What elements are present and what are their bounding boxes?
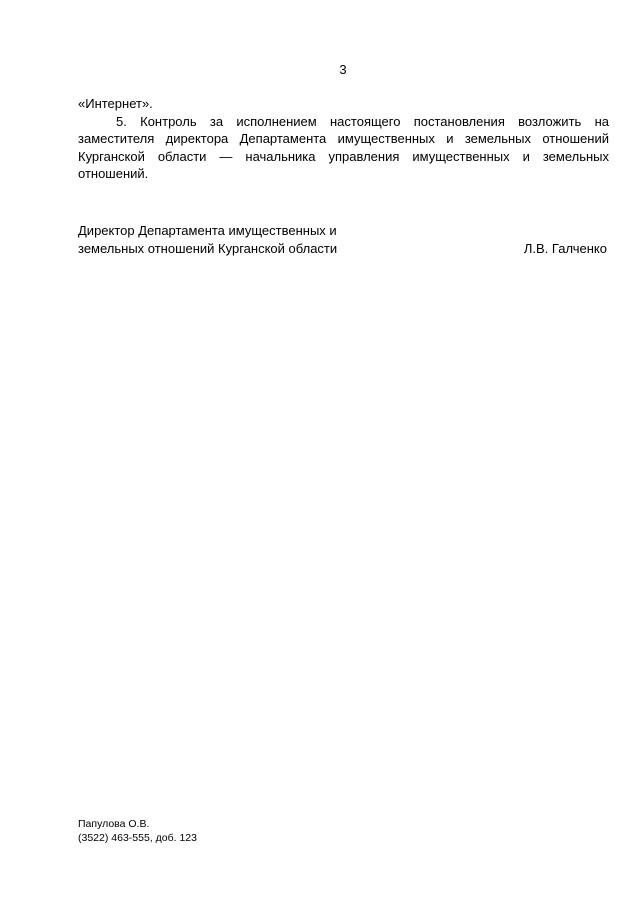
- signature-position-line-2: [78, 240, 609, 258]
- signer-position-line-2: земельных отношений Курганской области: [78, 240, 338, 256]
- continuation-text: «Интернет».: [78, 96, 153, 111]
- signature-position-line-1: [78, 222, 609, 240]
- executor-footer: [78, 818, 197, 845]
- paragraph-5: 5. Контроль за исполнением настоящего постановления возложить на заместителя директора Департамента имущественных и земельных отношений Курганской области — начальника управления имущественных и земельных отношений.: [78, 113, 609, 181]
- document-body: [78, 95, 609, 183]
- page-number: 3: [339, 62, 347, 77]
- signature-block: [78, 222, 609, 257]
- signer-name: Л.В. Галченко: [523, 240, 607, 256]
- signer-position-line-1: Директор Департамента имущественных и: [78, 223, 337, 238]
- executor-name: Папулова О.В.: [78, 818, 150, 830]
- executor-phone: (3522) 463-555, доб. 123: [78, 831, 197, 844]
